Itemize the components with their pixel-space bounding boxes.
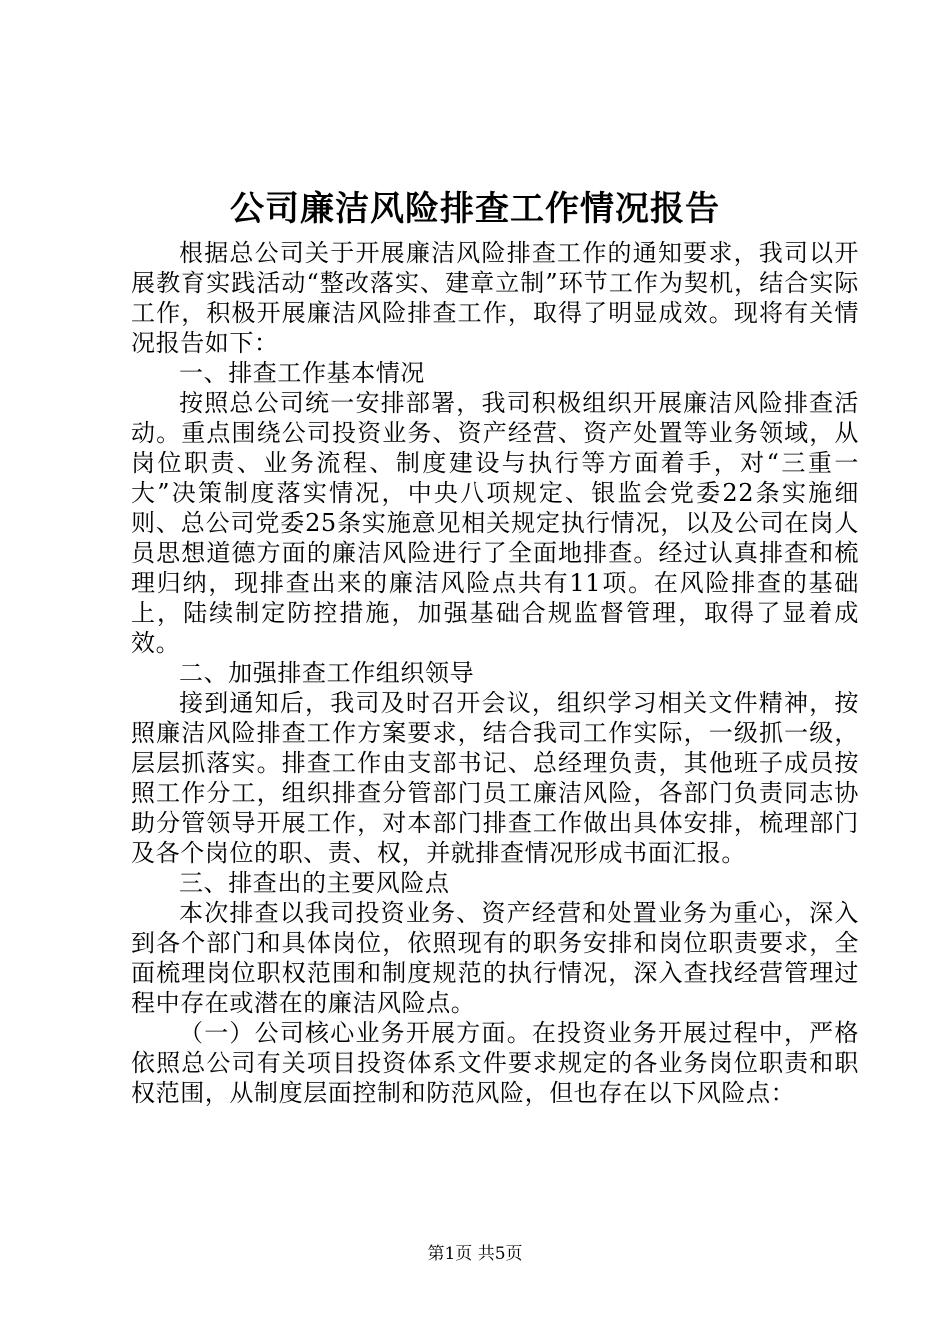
- page-number: 第1页 共5页: [427, 1244, 523, 1264]
- paragraph-intro: 根据总公司关于开展廉洁风险排查工作的通知要求，我司以开展教育实践活动“整改落实、建章立制”环节工作为契机，结合实际工作，积极开展廉洁风险排查工作，取得了明显成效。现将有关情况报告如下：: [131, 239, 859, 357]
- section-heading-3: 三、排查出的主要风险点: [179, 869, 450, 897]
- document-title: 公司廉洁风险排查工作情况报告: [230, 189, 720, 229]
- paragraph-section-1: 按照总公司统一安排部署，我司积极组织开展廉洁风险排查活动。重点围绕公司投资业务、资产经营、资产处置等业务领域，从岗位职责、业务流程、制度建设与执行等方面着手，对“三重一大”决策制度落实情况，中央八项规定、银监会党委22条实施细则、总公司党委25条实施意见相关规定执行情况，以及公司在岗人员思想道德方面的廉洁风险进行了全面地排查。经过认真排查和梳理归纳，现排查出来的廉洁风险点共有11项。在风险排查的基础上，陆续制定防控措施，加强基础合规监督管理，取得了显着成效。: [131, 389, 859, 657]
- section-heading-1: 一、排查工作基本情况: [179, 359, 425, 387]
- paragraph-section-3: 本次排查以我司投资业务、资产经营和处置业务为重心，深入到各个部门和具体岗位，依照现有的职务安排和岗位职责要求，全面梳理岗位职权范围和制度规范的执行情况，深入查找经营管理过程中存在或潜在的廉洁风险点。: [131, 899, 859, 1017]
- section-heading-2: 二、加强排查工作组织领导: [179, 659, 475, 687]
- paragraph-section-2: 接到通知后，我司及时召开会议，组织学习相关文件精神，按照廉洁风险排查工作方案要求，结合我司工作实际，一级抓一级，层层抓落实。排查工作由支部书记、总经理负责，其他班子成员按照工作分工，组织排查分管部门员工廉洁风险，各部门负责同志协助分管领导开展工作，对本部门排查工作做出具体安排，梳理部门及各个岗位的职、责、权，并就排查情况形成书面汇报。: [131, 689, 859, 867]
- document-body: [131, 238, 859, 1108]
- paragraph-subsection-1: （一）公司核心业务开展方面。在投资业务开展过程中，严格依照总公司有关项目投资体系文件要求规定的各业务岗位职责和职权范围，从制度层面控制和防范风险，但也存在以下风险点：: [131, 1019, 859, 1107]
